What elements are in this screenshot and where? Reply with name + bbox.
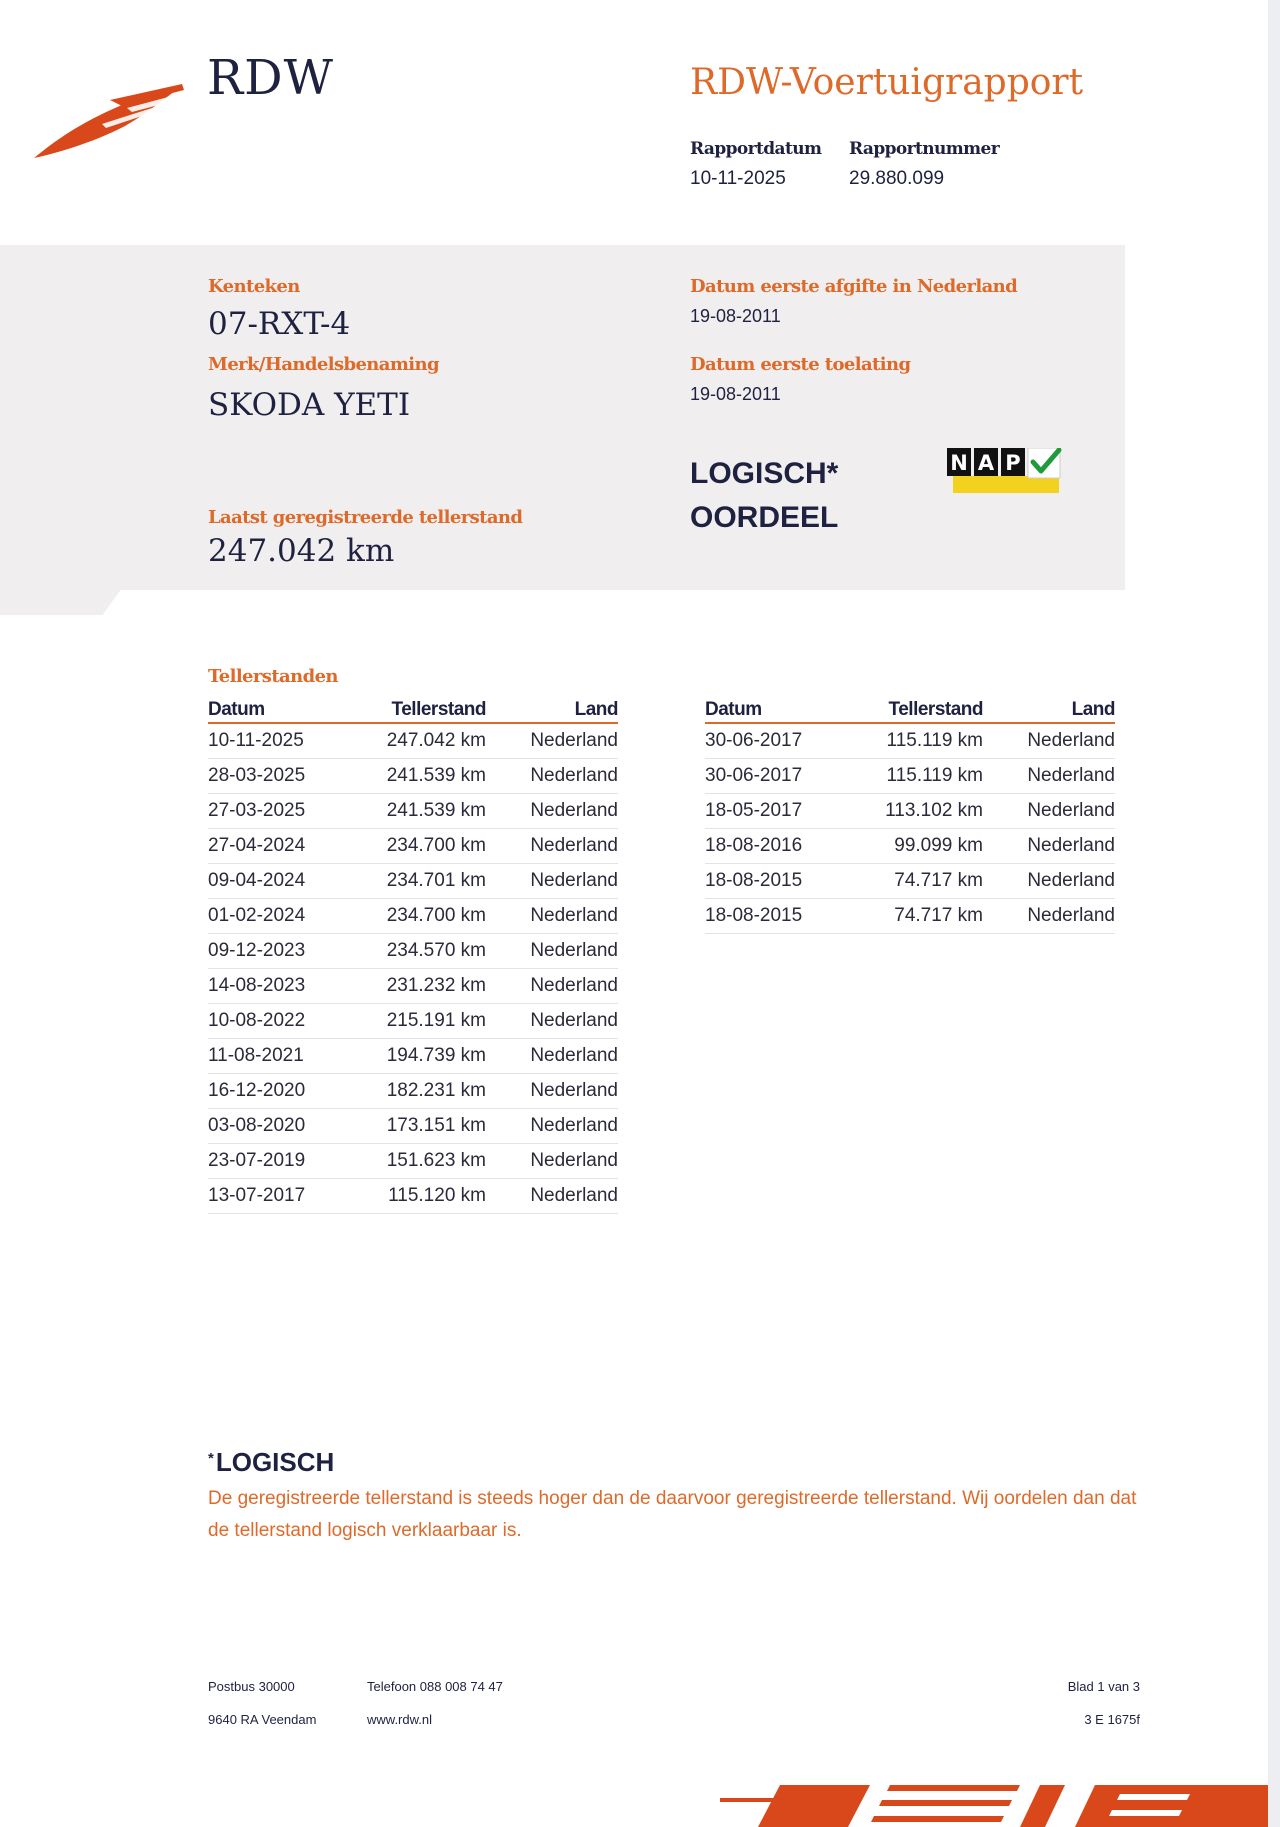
row-reading: 115.119 km: [845, 759, 983, 794]
table-row: [208, 829, 618, 864]
table-row: [208, 969, 618, 1004]
row-date: 30-06-2017: [705, 723, 845, 759]
row-country: Nederland: [486, 794, 618, 829]
row-reading: 234.700 km: [348, 899, 486, 934]
row-country: Nederland: [983, 899, 1115, 934]
row-date: 01-02-2024: [208, 899, 348, 934]
row-country: Nederland: [486, 1179, 618, 1214]
row-date: 23-07-2019: [208, 1144, 348, 1179]
note-star: *: [208, 1450, 214, 1467]
footer-postbus: Postbus 30000: [208, 1679, 295, 1694]
row-country: Nederland: [486, 723, 618, 759]
row-date: 18-05-2017: [705, 794, 845, 829]
first-admission-value: 19-08-2011: [690, 384, 781, 404]
footer-city: 9640 RA Veendam: [208, 1712, 317, 1727]
row-date: 28-03-2025: [208, 759, 348, 794]
first-admission-label: Datum eerste toelating: [690, 354, 911, 375]
note-title-text: LOGISCH: [215, 1447, 335, 1477]
footer-phone: Telefoon 088 008 74 47: [367, 1679, 503, 1694]
row-country: Nederland: [983, 829, 1115, 864]
row-reading: 99.099 km: [845, 829, 983, 864]
row-country: Nederland: [486, 1074, 618, 1109]
row-date: 18-08-2015: [705, 899, 845, 934]
report-number: 29.880.099: [849, 168, 945, 189]
row-date: 18-08-2015: [705, 864, 845, 899]
table-row: [208, 1004, 618, 1039]
row-reading: 241.539 km: [348, 759, 486, 794]
row-date: 09-04-2024: [208, 864, 348, 899]
report-date: 10-11-2025: [690, 168, 786, 189]
row-date: 03-08-2020: [208, 1109, 348, 1144]
row-country: Nederland: [486, 934, 618, 969]
table-row: [208, 1074, 618, 1109]
plate-label: Kenteken: [208, 276, 300, 297]
row-reading: 241.539 km: [348, 794, 486, 829]
row-date: 11-08-2021: [208, 1039, 348, 1074]
col-reading: Tellerstand: [348, 698, 486, 723]
row-country: Nederland: [486, 899, 618, 934]
col-country: Land: [486, 698, 618, 723]
row-reading: 115.119 km: [845, 723, 983, 759]
row-date: 16-12-2020: [208, 1074, 348, 1109]
svg-text:P: P: [1005, 451, 1021, 475]
note-title: [208, 1447, 334, 1478]
row-date: 27-04-2024: [208, 829, 348, 864]
row-reading: 234.570 km: [348, 934, 486, 969]
report-date-label: Rapportdatum: [690, 139, 822, 159]
table-row: [208, 864, 618, 899]
row-country: Nederland: [486, 829, 618, 864]
make-label: Merk/Handelsbenaming: [208, 354, 440, 375]
row-country: Nederland: [486, 864, 618, 899]
table-row: [208, 794, 618, 829]
readings-table-left: [208, 698, 618, 1214]
report-number-label: Rapportnummer: [849, 139, 1000, 159]
table-row: [208, 1144, 618, 1179]
row-date: 10-11-2025: [208, 723, 348, 759]
table-row: [208, 723, 618, 759]
row-country: Nederland: [486, 759, 618, 794]
row-reading: 173.151 km: [348, 1109, 486, 1144]
first-issue-value: 19-08-2011: [690, 306, 781, 326]
row-reading: 215.191 km: [348, 1004, 486, 1039]
row-country: Nederland: [486, 1004, 618, 1039]
row-date: 14-08-2023: [208, 969, 348, 1004]
logo-text: RDW: [207, 50, 334, 106]
row-country: Nederland: [983, 794, 1115, 829]
footer-page: Blad 1 van 3: [1067, 1679, 1140, 1694]
col-date: Datum: [705, 698, 845, 723]
row-country: Nederland: [486, 969, 618, 1004]
row-date: 09-12-2023: [208, 934, 348, 969]
row-date: 10-08-2022: [208, 1004, 348, 1039]
vehicle-panel-notch: [0, 588, 122, 615]
row-reading: 247.042 km: [348, 723, 486, 759]
note-text: De geregistreerde tellerstand is steeds hoger dan de daarvoor geregistreerde tellerstand. Wij oordelen dan dat de tellerstand logisch verklaarbaar is.: [208, 1488, 1137, 1541]
table-row: [208, 934, 618, 969]
row-reading: 74.717 km: [845, 899, 983, 934]
table-row: [705, 723, 1115, 759]
nap-check-icon: [947, 448, 1063, 493]
row-date: 13-07-2017: [208, 1179, 348, 1214]
row-country: Nederland: [486, 1144, 618, 1179]
last-reading-label: Laatst geregistreerde tellerstand: [208, 507, 523, 528]
make-value: SKODA YETI: [208, 387, 411, 423]
row-country: Nederland: [486, 1039, 618, 1074]
col-date: Datum: [208, 698, 348, 723]
table-row: [208, 1109, 618, 1144]
row-reading: 74.717 km: [845, 864, 983, 899]
row-reading: 234.700 km: [348, 829, 486, 864]
page-edge: [1268, 0, 1280, 1827]
table-row: [705, 759, 1115, 794]
svg-text:N: N: [950, 451, 968, 475]
table-row: [705, 829, 1115, 864]
col-reading: Tellerstand: [845, 698, 983, 723]
row-reading: 151.623 km: [348, 1144, 486, 1179]
row-country: Nederland: [983, 723, 1115, 759]
col-country: Land: [983, 698, 1115, 723]
row-reading: 182.231 km: [348, 1074, 486, 1109]
verdict-line1: LOGISCH*: [690, 457, 839, 490]
footer-code: 3 E 1675f: [1084, 1712, 1140, 1727]
row-date: 27-03-2025: [208, 794, 348, 829]
readings-section-label: Tellerstanden: [208, 666, 338, 687]
last-reading-value: 247.042 km: [208, 533, 395, 569]
table-row: [208, 759, 618, 794]
row-reading: 115.120 km: [348, 1179, 486, 1214]
row-reading: 234.701 km: [348, 864, 486, 899]
rdw-logo-icon: [32, 80, 187, 160]
row-reading: 194.739 km: [348, 1039, 486, 1074]
table-row: [208, 1039, 618, 1074]
report-title: RDW-Voertuigrapport: [690, 62, 1084, 103]
row-reading: 231.232 km: [348, 969, 486, 1004]
table-row: [705, 794, 1115, 829]
row-reading: 113.102 km: [845, 794, 983, 829]
readings-table-right: [705, 698, 1115, 934]
row-country: Nederland: [983, 759, 1115, 794]
svg-text:A: A: [977, 451, 995, 475]
decorative-stripes-icon: [720, 1780, 1268, 1827]
verdict-line2: OORDEEL: [690, 501, 839, 534]
table-row: [208, 899, 618, 934]
first-issue-label: Datum eerste afgifte in Nederland: [690, 276, 1018, 297]
row-date: 30-06-2017: [705, 759, 845, 794]
row-country: Nederland: [486, 1109, 618, 1144]
row-date: 18-08-2016: [705, 829, 845, 864]
table-row: [705, 864, 1115, 899]
row-country: Nederland: [983, 864, 1115, 899]
table-row: [208, 1179, 618, 1214]
footer-website: www.rdw.nl: [367, 1712, 433, 1727]
table-row: [705, 899, 1115, 934]
plate-value: 07-RXT-4: [208, 306, 351, 342]
